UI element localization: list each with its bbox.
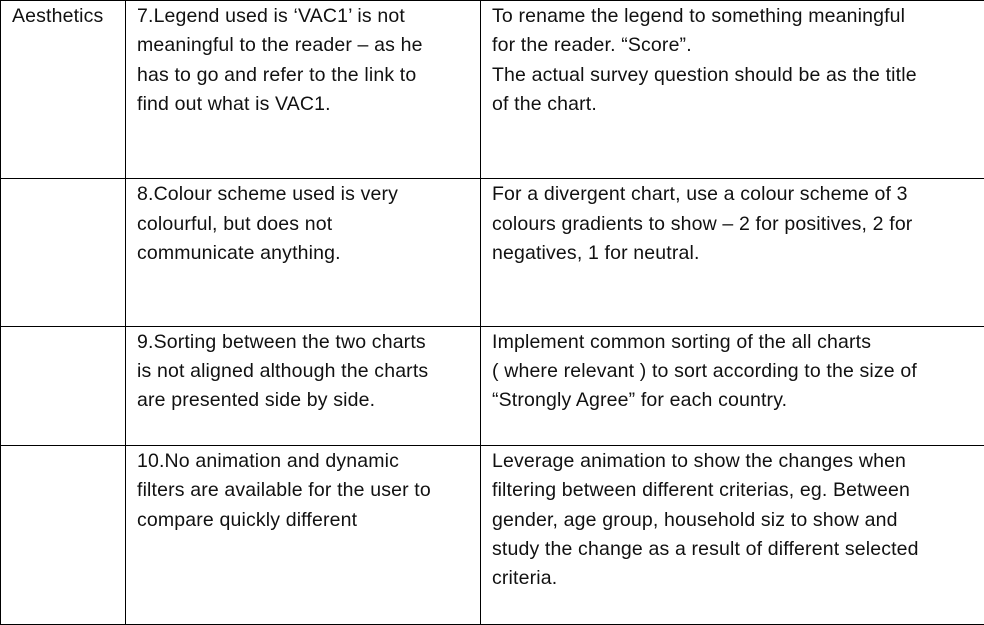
issue-line: are presented side by side. bbox=[137, 389, 376, 412]
recommendation-line: of the chart. bbox=[492, 93, 597, 116]
issue-line: find out what is VAC1. bbox=[137, 93, 331, 116]
category-cell-empty bbox=[1, 445, 126, 624]
recommendation-line: study the change as a result of different selected bbox=[492, 537, 919, 560]
recommendation-cell bbox=[481, 326, 984, 445]
recommendation-line: The actual survey question should be as the title bbox=[492, 63, 917, 86]
recommendation-line: Leverage animation to show the changes when bbox=[492, 449, 907, 472]
table-row bbox=[1, 1, 984, 179]
issue-line: compare quickly different bbox=[137, 508, 358, 531]
issue-line: filters are available for the user to bbox=[137, 479, 431, 502]
category-cell-empty bbox=[1, 179, 126, 326]
recommendation-line: negatives, 1 for neutral. bbox=[492, 242, 700, 265]
recommendation-cell bbox=[481, 445, 984, 624]
category-label: Aesthetics bbox=[12, 5, 104, 27]
recommendation-line: To rename the legend to something meaningful bbox=[492, 5, 906, 27]
issue-line: colourful, but does not bbox=[137, 212, 333, 235]
recommendation-line: “Strongly Agree” for each country. bbox=[492, 389, 788, 412]
issue-line: meaningful to the reader – as he bbox=[137, 34, 423, 57]
recommendation-line: criteria. bbox=[492, 567, 558, 590]
issue-cell bbox=[126, 326, 481, 445]
issue-line: communicate anything. bbox=[137, 242, 341, 265]
recommendation-line: colours gradients to show – 2 for positives, 2 for bbox=[492, 212, 913, 235]
issue-cell bbox=[126, 445, 481, 624]
table-row bbox=[1, 445, 984, 624]
recommendation-line: ( where relevant ) to sort according to the size of bbox=[492, 359, 917, 382]
issue-line: 7.Legend used is ‘VAC1’ is not bbox=[137, 5, 405, 27]
table-row bbox=[1, 326, 984, 445]
recommendation-line: For a divergent chart, use a colour scheme of 3 bbox=[492, 183, 908, 206]
issue-cell bbox=[126, 1, 481, 179]
issue-line: 8.Colour scheme used is very bbox=[137, 183, 399, 206]
recommendation-cell bbox=[481, 179, 984, 326]
recommendation-line: filtering between different criterias, eg. Between bbox=[492, 479, 910, 502]
recommendation-line: Implement common sorting of the all charts bbox=[492, 330, 872, 353]
recommendation-line: gender, age group, household siz to show and bbox=[492, 508, 898, 531]
recommendation-line: for the reader. “Score”. bbox=[492, 34, 692, 57]
category-cell-empty bbox=[1, 326, 126, 445]
table-row bbox=[1, 179, 984, 326]
issue-line: 10.No animation and dynamic bbox=[137, 449, 400, 472]
issue-line: has to go and refer to the link to bbox=[137, 63, 417, 86]
recommendation-cell bbox=[481, 1, 984, 179]
category-cell bbox=[1, 1, 126, 179]
issue-line: is not aligned although the charts bbox=[137, 359, 429, 382]
issue-line: 9.Sorting between the two charts bbox=[137, 330, 426, 353]
issue-cell bbox=[126, 179, 481, 326]
